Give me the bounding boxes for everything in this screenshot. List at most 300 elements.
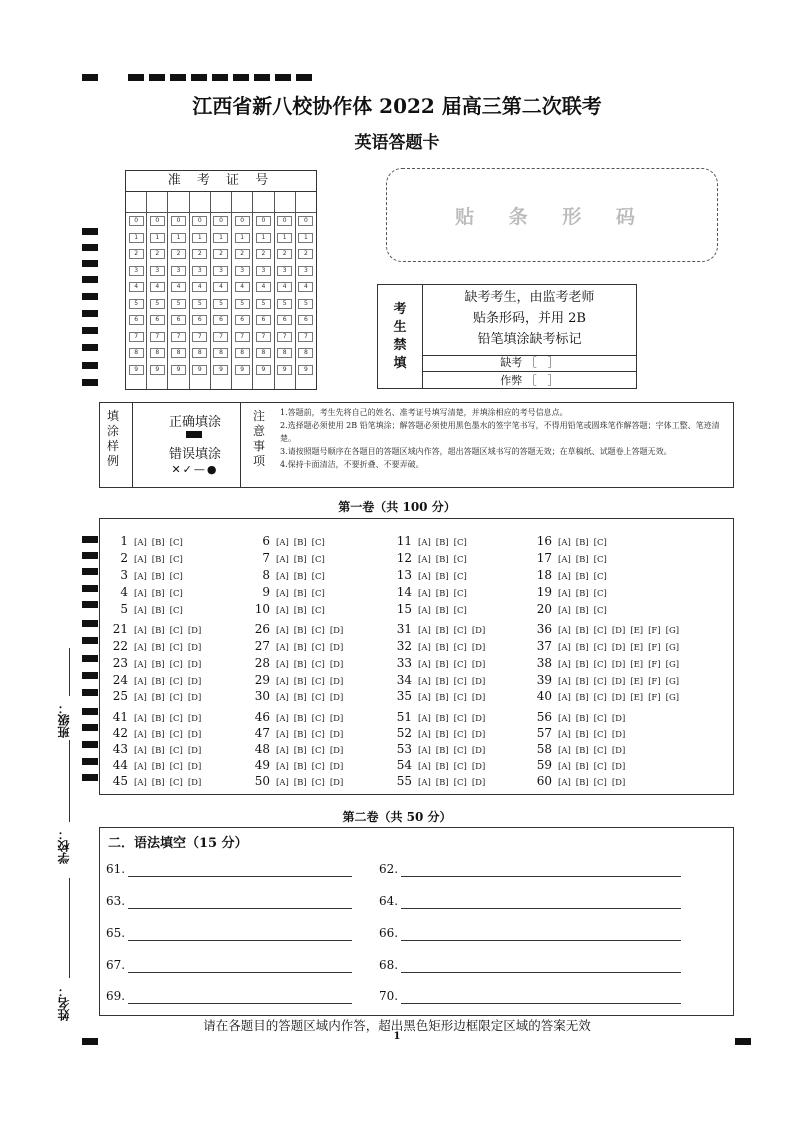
answer-bubble[interactable]: [C]	[593, 572, 607, 582]
answer-bubble[interactable]: [A]	[134, 589, 147, 599]
answer-bubble[interactable]: [B]	[293, 555, 307, 565]
name-line[interactable]	[69, 878, 70, 978]
answer-bubble[interactable]: [B]	[435, 606, 449, 616]
admission-bubble[interactable]: 2	[235, 249, 250, 259]
admission-bubble[interactable]: 4	[256, 282, 271, 292]
answer-bubble[interactable]: [D]	[187, 660, 202, 670]
answer-blank-67[interactable]	[128, 972, 352, 973]
answer-bubble[interactable]: [B]	[293, 730, 307, 740]
answer-bubble[interactable]: [B]	[151, 589, 165, 599]
cheat-checkbox[interactable]: 作弊 ［ ］	[500, 374, 559, 387]
answer-bubble[interactable]: [C]	[169, 626, 183, 636]
answer-bubble[interactable]: [C]	[453, 714, 467, 724]
answer-bubble[interactable]: [C]	[169, 778, 183, 788]
answer-bubble[interactable]: [D]	[611, 660, 626, 670]
admission-bubble[interactable]: 3	[129, 266, 144, 276]
answer-bubble[interactable]: [E]	[630, 643, 644, 653]
answer-bubble[interactable]: [D]	[329, 677, 344, 687]
admission-bubble[interactable]: 4	[277, 282, 292, 292]
answer-bubble[interactable]: [B]	[435, 778, 449, 788]
admission-bubble[interactable]: 5	[150, 299, 165, 309]
answer-bubble[interactable]: [C]	[311, 643, 325, 653]
answer-bubble[interactable]: [A]	[276, 730, 289, 740]
answer-bubble[interactable]: [B]	[435, 589, 449, 599]
answer-bubble[interactable]: [C]	[311, 589, 325, 599]
answer-bubble[interactable]: [C]	[453, 693, 467, 703]
answer-bubble[interactable]: [A]	[558, 730, 571, 740]
answer-bubble[interactable]: [B]	[293, 606, 307, 616]
admission-bubble[interactable]: 5	[129, 299, 144, 309]
answer-bubble[interactable]: [B]	[293, 626, 307, 636]
answer-bubble[interactable]: [C]	[453, 572, 467, 582]
answer-bubble[interactable]: [B]	[151, 730, 165, 740]
answer-bubble[interactable]: [B]	[575, 555, 589, 565]
admission-digit-write-box[interactable]	[211, 192, 231, 213]
admission-bubble[interactable]: 1	[277, 233, 292, 243]
answer-bubble[interactable]: [G]	[665, 693, 680, 703]
admission-bubble[interactable]: 7	[256, 332, 271, 342]
answer-blank-68[interactable]	[401, 972, 681, 973]
answer-bubble[interactable]: [B]	[151, 626, 165, 636]
admission-bubble[interactable]: 5	[256, 299, 271, 309]
answer-bubble[interactable]: [C]	[169, 746, 183, 756]
answer-bubble[interactable]: [A]	[418, 660, 431, 670]
answer-bubble[interactable]: [C]	[593, 538, 607, 548]
answer-bubble[interactable]: [A]	[276, 626, 289, 636]
answer-bubble[interactable]: [C]	[593, 762, 607, 772]
admission-bubble[interactable]: 6	[298, 315, 313, 325]
admission-bubble[interactable]: 6	[213, 315, 228, 325]
answer-bubble[interactable]: [A]	[418, 714, 431, 724]
admission-bubble[interactable]: 3	[213, 266, 228, 276]
answer-bubble[interactable]: [A]	[276, 762, 289, 772]
answer-bubble[interactable]: [A]	[558, 714, 571, 724]
admission-bubble[interactable]: 8	[256, 348, 271, 358]
answer-bubble[interactable]: [A]	[418, 693, 431, 703]
answer-bubble[interactable]: [D]	[471, 762, 486, 772]
answer-bubble[interactable]: [B]	[435, 730, 449, 740]
answer-bubble[interactable]: [D]	[611, 714, 626, 724]
absent-checkbox[interactable]: 缺考 ［ ］	[423, 354, 636, 372]
answer-bubble[interactable]: [D]	[187, 643, 202, 653]
answer-bubble[interactable]: [B]	[575, 693, 589, 703]
answer-bubble[interactable]: [A]	[418, 746, 431, 756]
answer-bubble[interactable]: [C]	[169, 693, 183, 703]
answer-bubble[interactable]: [C]	[311, 730, 325, 740]
admission-bubble[interactable]: 7	[277, 332, 292, 342]
answer-bubble[interactable]: [B]	[435, 677, 449, 687]
answer-bubble[interactable]: [B]	[575, 730, 589, 740]
answer-bubble[interactable]: [B]	[293, 589, 307, 599]
answer-bubble[interactable]: [A]	[134, 677, 147, 687]
answer-bubble[interactable]: [A]	[558, 762, 571, 772]
answer-bubble[interactable]: [A]	[276, 714, 289, 724]
admission-bubble[interactable]: 3	[150, 266, 165, 276]
answer-bubble[interactable]: [A]	[558, 643, 571, 653]
answer-bubble[interactable]: [B]	[293, 746, 307, 756]
answer-bubble[interactable]: [B]	[293, 643, 307, 653]
answer-bubble[interactable]: [B]	[575, 714, 589, 724]
answer-bubble[interactable]: [A]	[418, 572, 431, 582]
answer-bubble[interactable]: [A]	[558, 746, 571, 756]
answer-bubble[interactable]: [A]	[134, 714, 147, 724]
admission-digit-write-box[interactable]	[275, 192, 295, 213]
answer-bubble[interactable]: [D]	[471, 730, 486, 740]
answer-bubble[interactable]: [D]	[187, 746, 202, 756]
answer-bubble[interactable]: [A]	[276, 572, 289, 582]
admission-bubble[interactable]: 3	[256, 266, 271, 276]
answer-bubble[interactable]: [C]	[311, 538, 325, 548]
admission-bubble[interactable]: 9	[171, 365, 186, 375]
answer-bubble[interactable]: [F]	[648, 693, 661, 703]
admission-bubble[interactable]: 5	[277, 299, 292, 309]
admission-bubble[interactable]: 0	[213, 216, 228, 226]
answer-bubble[interactable]: [A]	[418, 606, 431, 616]
answer-bubble[interactable]: [C]	[169, 538, 183, 548]
admission-bubble[interactable]: 9	[213, 365, 228, 375]
answer-bubble[interactable]: [B]	[435, 714, 449, 724]
answer-bubble[interactable]: [D]	[329, 626, 344, 636]
answer-bubble[interactable]: [B]	[575, 606, 589, 616]
answer-bubble[interactable]: [C]	[593, 746, 607, 756]
admission-bubble[interactable]: 7	[150, 332, 165, 342]
answer-bubble[interactable]: [G]	[665, 660, 680, 670]
admission-digit-write-box[interactable]	[168, 192, 188, 213]
answer-bubble[interactable]: [C]	[311, 660, 325, 670]
answer-bubble[interactable]: [B]	[435, 660, 449, 670]
answer-bubble[interactable]: [A]	[276, 643, 289, 653]
admission-bubble[interactable]: 2	[213, 249, 228, 259]
answer-bubble[interactable]: [A]	[418, 626, 431, 636]
answer-bubble[interactable]: [A]	[276, 606, 289, 616]
answer-bubble[interactable]: [A]	[276, 538, 289, 548]
answer-blank-61[interactable]	[128, 876, 352, 877]
answer-bubble[interactable]: [E]	[630, 626, 644, 636]
admission-bubble[interactable]: 8	[277, 348, 292, 358]
answer-bubble[interactable]: [G]	[665, 626, 680, 636]
admission-bubble[interactable]: 5	[171, 299, 186, 309]
answer-bubble[interactable]: [C]	[593, 677, 607, 687]
admission-bubble[interactable]: 4	[298, 282, 313, 292]
admission-bubble[interactable]: 4	[213, 282, 228, 292]
answer-bubble[interactable]: [C]	[593, 714, 607, 724]
answer-bubble[interactable]: [D]	[611, 626, 626, 636]
answer-bubble[interactable]: [C]	[453, 626, 467, 636]
answer-bubble[interactable]: [A]	[134, 606, 147, 616]
answer-bubble[interactable]: [A]	[276, 555, 289, 565]
answer-bubble[interactable]: [C]	[453, 643, 467, 653]
answer-bubble[interactable]: [D]	[187, 762, 202, 772]
admission-bubble[interactable]: 4	[150, 282, 165, 292]
answer-bubble[interactable]: [C]	[453, 660, 467, 670]
answer-bubble[interactable]: [A]	[558, 538, 571, 548]
admission-bubble[interactable]: 4	[129, 282, 144, 292]
answer-bubble[interactable]: [B]	[151, 606, 165, 616]
answer-bubble[interactable]: [C]	[453, 589, 467, 599]
answer-bubble[interactable]: [A]	[558, 778, 571, 788]
answer-bubble[interactable]: [C]	[593, 693, 607, 703]
answer-bubble[interactable]: [A]	[418, 643, 431, 653]
admission-bubble[interactable]: 7	[213, 332, 228, 342]
admission-bubble[interactable]: 2	[192, 249, 207, 259]
answer-bubble[interactable]: [B]	[575, 643, 589, 653]
admission-bubble[interactable]: 1	[150, 233, 165, 243]
answer-bubble[interactable]: [B]	[151, 572, 165, 582]
answer-bubble[interactable]: [B]	[293, 714, 307, 724]
answer-bubble[interactable]: [C]	[593, 660, 607, 670]
admission-bubble[interactable]: 3	[171, 266, 186, 276]
answer-bubble[interactable]: [D]	[611, 746, 626, 756]
admission-bubble[interactable]: 8	[298, 348, 313, 358]
admission-bubble[interactable]: 3	[235, 266, 250, 276]
admission-bubble[interactable]: 8	[213, 348, 228, 358]
school-line[interactable]	[69, 740, 70, 822]
admission-digit-write-box[interactable]	[126, 192, 146, 213]
admission-bubble[interactable]: 6	[171, 315, 186, 325]
answer-bubble[interactable]: [B]	[151, 693, 165, 703]
answer-bubble[interactable]: [D]	[187, 626, 202, 636]
answer-bubble[interactable]: [D]	[471, 643, 486, 653]
answer-bubble[interactable]: [A]	[276, 677, 289, 687]
answer-bubble[interactable]: [B]	[293, 538, 307, 548]
admission-bubble[interactable]: 9	[256, 365, 271, 375]
admission-bubble[interactable]: 0	[129, 216, 144, 226]
answer-bubble[interactable]: [B]	[293, 762, 307, 772]
answer-bubble[interactable]: [A]	[558, 660, 571, 670]
answer-bubble[interactable]: [G]	[665, 677, 680, 687]
answer-blank-62[interactable]	[401, 876, 681, 877]
answer-bubble[interactable]: [D]	[187, 677, 202, 687]
answer-bubble[interactable]: [D]	[471, 778, 486, 788]
answer-bubble[interactable]: [B]	[293, 660, 307, 670]
answer-bubble[interactable]: [A]	[418, 589, 431, 599]
admission-bubble[interactable]: 5	[213, 299, 228, 309]
admission-bubble[interactable]: 2	[256, 249, 271, 259]
admission-bubble[interactable]: 5	[235, 299, 250, 309]
admission-bubble[interactable]: 6	[150, 315, 165, 325]
admission-bubble[interactable]: 2	[298, 249, 313, 259]
admission-bubble[interactable]: 6	[235, 315, 250, 325]
admission-bubble[interactable]: 0	[235, 216, 250, 226]
answer-bubble[interactable]: [C]	[311, 778, 325, 788]
answer-bubble[interactable]: [C]	[311, 606, 325, 616]
answer-bubble[interactable]: [D]	[471, 714, 486, 724]
answer-bubble[interactable]: [C]	[311, 555, 325, 565]
admission-bubble[interactable]: 2	[277, 249, 292, 259]
answer-bubble[interactable]: [C]	[169, 677, 183, 687]
answer-bubble[interactable]: [A]	[134, 778, 147, 788]
admission-bubble[interactable]: 9	[277, 365, 292, 375]
answer-bubble[interactable]: [A]	[276, 589, 289, 599]
answer-blank-69[interactable]	[128, 1003, 352, 1004]
answer-bubble[interactable]: [E]	[630, 660, 644, 670]
answer-bubble[interactable]: [D]	[329, 643, 344, 653]
admission-bubble[interactable]: 8	[171, 348, 186, 358]
answer-bubble[interactable]: [A]	[418, 778, 431, 788]
answer-bubble[interactable]: [B]	[435, 746, 449, 756]
admission-bubble[interactable]: 3	[192, 266, 207, 276]
answer-bubble[interactable]: [A]	[558, 606, 571, 616]
answer-bubble[interactable]: [C]	[169, 643, 183, 653]
answer-bubble[interactable]: [A]	[558, 693, 571, 703]
answer-bubble[interactable]: [G]	[665, 643, 680, 653]
answer-bubble[interactable]: [C]	[311, 714, 325, 724]
answer-bubble[interactable]: [D]	[187, 778, 202, 788]
answer-bubble[interactable]: [C]	[453, 606, 467, 616]
answer-bubble[interactable]: [B]	[151, 538, 165, 548]
answer-bubble[interactable]: [C]	[169, 589, 183, 599]
admission-bubble[interactable]: 8	[129, 348, 144, 358]
admission-bubble[interactable]: 0	[192, 216, 207, 226]
answer-bubble[interactable]: [B]	[293, 778, 307, 788]
class-line[interactable]	[69, 648, 70, 696]
admission-bubble[interactable]: 0	[256, 216, 271, 226]
answer-bubble[interactable]: [D]	[187, 714, 202, 724]
admission-bubble[interactable]: 4	[192, 282, 207, 292]
answer-bubble[interactable]: [B]	[151, 762, 165, 772]
admission-bubble[interactable]: 7	[235, 332, 250, 342]
answer-bubble[interactable]: [C]	[169, 714, 183, 724]
answer-bubble[interactable]: [D]	[329, 778, 344, 788]
admission-bubble[interactable]: 7	[192, 332, 207, 342]
answer-bubble[interactable]: [C]	[169, 555, 183, 565]
admission-bubble[interactable]: 6	[192, 315, 207, 325]
answer-bubble[interactable]: [D]	[611, 778, 626, 788]
answer-bubble[interactable]: [C]	[593, 589, 607, 599]
answer-bubble[interactable]: [C]	[453, 730, 467, 740]
answer-bubble[interactable]: [B]	[435, 555, 449, 565]
answer-bubble[interactable]: [A]	[276, 778, 289, 788]
admission-bubble[interactable]: 8	[192, 348, 207, 358]
answer-blank-65[interactable]	[128, 940, 352, 941]
answer-bubble[interactable]: [C]	[453, 555, 467, 565]
answer-bubble[interactable]: [C]	[169, 730, 183, 740]
answer-bubble[interactable]: [B]	[435, 643, 449, 653]
answer-bubble[interactable]: [B]	[151, 714, 165, 724]
admission-bubble[interactable]: 2	[171, 249, 186, 259]
answer-bubble[interactable]: [D]	[611, 643, 626, 653]
answer-bubble[interactable]: [B]	[435, 762, 449, 772]
answer-bubble[interactable]: [D]	[471, 677, 486, 687]
answer-bubble[interactable]: [F]	[648, 643, 661, 653]
answer-bubble[interactable]: [C]	[169, 762, 183, 772]
answer-bubble[interactable]: [A]	[418, 762, 431, 772]
answer-bubble[interactable]: [C]	[311, 693, 325, 703]
answer-bubble[interactable]: [B]	[575, 778, 589, 788]
admission-digit-write-box[interactable]	[232, 192, 252, 213]
answer-blank-64[interactable]	[401, 908, 681, 909]
admission-bubble[interactable]: 1	[171, 233, 186, 243]
answer-bubble[interactable]: [D]	[471, 693, 486, 703]
admission-digit-write-box[interactable]	[253, 192, 273, 213]
answer-bubble[interactable]: [D]	[611, 730, 626, 740]
answer-bubble[interactable]: [C]	[453, 677, 467, 687]
admission-bubble[interactable]: 9	[298, 365, 313, 375]
answer-bubble[interactable]: [B]	[293, 677, 307, 687]
answer-bubble[interactable]: [C]	[311, 762, 325, 772]
admission-bubble[interactable]: 0	[150, 216, 165, 226]
admission-bubble[interactable]: 0	[277, 216, 292, 226]
answer-bubble[interactable]: [C]	[593, 730, 607, 740]
answer-bubble[interactable]: [C]	[593, 778, 607, 788]
answer-bubble[interactable]: [A]	[134, 538, 147, 548]
answer-bubble[interactable]: [A]	[418, 538, 431, 548]
answer-bubble[interactable]: [D]	[329, 693, 344, 703]
answer-bubble[interactable]: [B]	[575, 626, 589, 636]
answer-bubble[interactable]: [B]	[435, 538, 449, 548]
admission-bubble[interactable]: 7	[129, 332, 144, 342]
answer-bubble[interactable]: [A]	[134, 572, 147, 582]
answer-bubble[interactable]: [A]	[134, 626, 147, 636]
admission-bubble[interactable]: 9	[129, 365, 144, 375]
answer-bubble[interactable]: [D]	[329, 660, 344, 670]
answer-bubble[interactable]: [A]	[558, 572, 571, 582]
admission-bubble[interactable]: 2	[129, 249, 144, 259]
answer-bubble[interactable]: [C]	[593, 643, 607, 653]
answer-bubble[interactable]: [B]	[575, 538, 589, 548]
answer-bubble[interactable]: [B]	[575, 677, 589, 687]
answer-bubble[interactable]: [C]	[453, 538, 467, 548]
answer-bubble[interactable]: [A]	[134, 762, 147, 772]
answer-bubble[interactable]: [A]	[276, 693, 289, 703]
answer-blank-63[interactable]	[128, 908, 352, 909]
answer-bubble[interactable]: [C]	[593, 626, 607, 636]
answer-bubble[interactable]: [E]	[630, 693, 644, 703]
answer-bubble[interactable]: [E]	[630, 677, 644, 687]
answer-bubble[interactable]: [D]	[329, 714, 344, 724]
admission-bubble[interactable]: 9	[235, 365, 250, 375]
answer-bubble[interactable]: [D]	[611, 677, 626, 687]
answer-bubble[interactable]: [B]	[575, 762, 589, 772]
admission-bubble[interactable]: 1	[256, 233, 271, 243]
admission-bubble[interactable]: 0	[298, 216, 313, 226]
admission-bubble[interactable]: 9	[192, 365, 207, 375]
answer-bubble[interactable]: [B]	[293, 572, 307, 582]
admission-bubble[interactable]: 5	[298, 299, 313, 309]
answer-bubble[interactable]: [D]	[187, 693, 202, 703]
answer-bubble[interactable]: [C]	[311, 677, 325, 687]
answer-bubble[interactable]: [A]	[276, 660, 289, 670]
admission-bubble[interactable]: 1	[298, 233, 313, 243]
admission-digit-write-box[interactable]	[190, 192, 210, 213]
answer-bubble[interactable]: [B]	[575, 746, 589, 756]
admission-bubble[interactable]: 4	[171, 282, 186, 292]
answer-bubble[interactable]: [D]	[611, 693, 626, 703]
admission-bubble[interactable]: 1	[235, 233, 250, 243]
answer-bubble[interactable]: [A]	[418, 730, 431, 740]
answer-bubble[interactable]: [B]	[575, 589, 589, 599]
answer-bubble[interactable]: [A]	[418, 555, 431, 565]
answer-bubble[interactable]: [C]	[453, 762, 467, 772]
admission-bubble[interactable]: 4	[235, 282, 250, 292]
answer-bubble[interactable]: [D]	[471, 626, 486, 636]
answer-bubble[interactable]: [B]	[151, 555, 165, 565]
admission-bubble[interactable]: 6	[277, 315, 292, 325]
answer-bubble[interactable]: [C]	[169, 606, 183, 616]
answer-bubble[interactable]: [B]	[151, 778, 165, 788]
answer-bubble[interactable]: [B]	[151, 677, 165, 687]
answer-bubble[interactable]: [D]	[187, 730, 202, 740]
answer-bubble[interactable]: [A]	[418, 677, 431, 687]
answer-bubble[interactable]: [B]	[575, 572, 589, 582]
answer-bubble[interactable]: [C]	[453, 778, 467, 788]
answer-bubble[interactable]: [D]	[329, 762, 344, 772]
admission-digit-write-box[interactable]	[147, 192, 167, 213]
admission-bubble[interactable]: 7	[298, 332, 313, 342]
answer-bubble[interactable]: [A]	[276, 746, 289, 756]
answer-bubble[interactable]: [D]	[471, 660, 486, 670]
answer-bubble[interactable]: [A]	[134, 746, 147, 756]
